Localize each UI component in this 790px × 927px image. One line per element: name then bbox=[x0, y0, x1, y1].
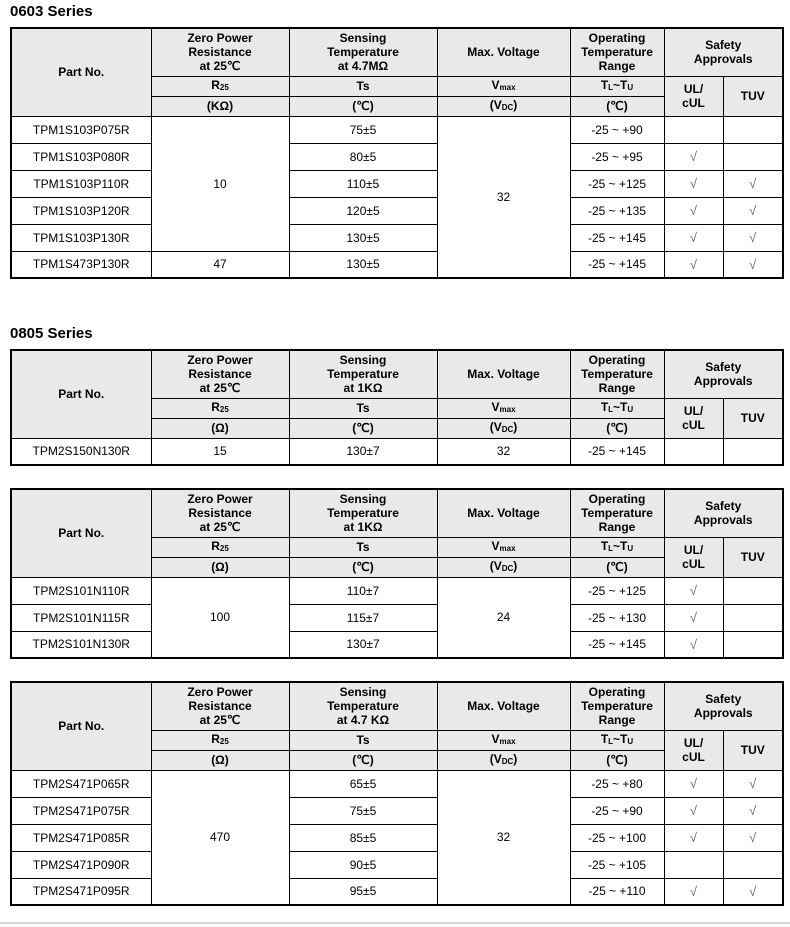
sensing-unit: (℃) bbox=[289, 557, 437, 577]
temp-range-cell: -25 ~ +145 bbox=[570, 251, 664, 278]
spec-table-0805-471p-slot bbox=[10, 681, 781, 906]
part-no-header: Part No. bbox=[11, 489, 151, 577]
ts-symbol: Ts bbox=[289, 537, 437, 557]
r25-symbol: R25 bbox=[151, 76, 289, 96]
temp-range-header: Operating Temperature Range bbox=[570, 489, 664, 537]
zero-power-header: Zero Power Resistance at 25℃ bbox=[151, 350, 289, 398]
sensing-temp-cell: 110±5 bbox=[289, 170, 437, 197]
tuv-header: TUV bbox=[723, 76, 783, 116]
ts-symbol: Ts bbox=[289, 76, 437, 96]
ul-cul-header: UL/ cUL bbox=[664, 537, 723, 577]
sensing-temp-cell: 130±5 bbox=[289, 251, 437, 278]
vmax-symbol: Vmax bbox=[437, 537, 570, 557]
part-no-header: Part No. bbox=[11, 682, 151, 770]
spec-table-0805-150n-slot bbox=[10, 349, 781, 466]
spec-row bbox=[11, 577, 783, 604]
max-voltage-header: Max. Voltage bbox=[437, 28, 570, 76]
max-voltage-header: Max. Voltage bbox=[437, 350, 570, 398]
max-voltage-cell: 24 bbox=[437, 577, 570, 658]
resistance-cell: 470 bbox=[151, 770, 289, 905]
part-no-cell: TPM2S101N115R bbox=[11, 604, 151, 631]
resistance-cell: 15 bbox=[151, 438, 289, 465]
tuv-cell bbox=[723, 438, 783, 465]
part-no-cell: TPM2S101N130R bbox=[11, 631, 151, 658]
sensing-unit: (℃) bbox=[289, 418, 437, 438]
sensing-temp-cell: 90±5 bbox=[289, 851, 437, 878]
part-no-cell: TPM2S101N110R bbox=[11, 577, 151, 604]
voltage-unit: (VDC) bbox=[437, 96, 570, 116]
spec-row bbox=[11, 438, 783, 465]
temp-unit: (℃) bbox=[570, 418, 664, 438]
temp-range-header: Operating Temperature Range bbox=[570, 28, 664, 76]
resistance-cell: 47 bbox=[151, 251, 289, 278]
spec-row bbox=[11, 851, 783, 878]
part-no-cell: TPM2S471P095R bbox=[11, 878, 151, 905]
spec-row bbox=[11, 251, 783, 278]
tuv-cell: √ bbox=[723, 797, 783, 824]
spec-table-0603 bbox=[10, 27, 784, 279]
tuv-cell bbox=[723, 851, 783, 878]
sensing-temp-cell: 130±7 bbox=[289, 438, 437, 465]
tuv-cell bbox=[723, 143, 783, 170]
spec-row bbox=[11, 143, 783, 170]
resistance-unit: (Ω) bbox=[151, 418, 289, 438]
part-no-cell: TPM2S471P065R bbox=[11, 770, 151, 797]
vmax-symbol: Vmax bbox=[437, 398, 570, 418]
temp-range-cell: -25 ~ +110 bbox=[570, 878, 664, 905]
part-no-cell: TPM1S103P120R bbox=[11, 197, 151, 224]
ul-cul-cell bbox=[664, 438, 723, 465]
tuv-cell: √ bbox=[723, 878, 783, 905]
sensing-temp-cell: 80±5 bbox=[289, 143, 437, 170]
tuv-header: TUV bbox=[723, 398, 783, 438]
tuv-cell: √ bbox=[723, 770, 783, 797]
zero-power-header: Zero Power Resistance at 25℃ bbox=[151, 28, 289, 76]
sensing-temp-cell: 130±5 bbox=[289, 224, 437, 251]
sensing-temp-cell: 65±5 bbox=[289, 770, 437, 797]
ul-cul-cell: √ bbox=[664, 197, 723, 224]
temp-range-cell: -25 ~ +90 bbox=[570, 116, 664, 143]
temp-range-cell: -25 ~ +145 bbox=[570, 224, 664, 251]
safety-approvals-header: Safety Approvals bbox=[664, 682, 783, 730]
tuv-cell bbox=[723, 631, 783, 658]
page-bottom-rule bbox=[0, 922, 790, 924]
temp-range-cell: -25 ~ +135 bbox=[570, 197, 664, 224]
safety-approvals-header: Safety Approvals bbox=[664, 350, 783, 398]
sensing-temp-cell: 130±7 bbox=[289, 631, 437, 658]
sensing-temp-cell: 85±5 bbox=[289, 824, 437, 851]
sensing-temp-header: Sensing Temperature at 4.7 KΩ bbox=[289, 682, 437, 730]
tuv-cell: √ bbox=[723, 197, 783, 224]
tl-tu-symbol: TL~TU bbox=[570, 76, 664, 96]
temp-range-cell: -25 ~ +95 bbox=[570, 143, 664, 170]
spec-row bbox=[11, 170, 783, 197]
tuv-cell bbox=[723, 604, 783, 631]
r25-symbol: R25 bbox=[151, 730, 289, 750]
spec-table-0805-101n bbox=[10, 488, 784, 659]
part-no-cell: TPM1S103P130R bbox=[11, 224, 151, 251]
ul-cul-cell: √ bbox=[664, 143, 723, 170]
max-voltage-header: Max. Voltage bbox=[437, 682, 570, 730]
ul-cul-cell bbox=[664, 116, 723, 143]
voltage-unit: (VDC) bbox=[437, 557, 570, 577]
ul-cul-cell: √ bbox=[664, 577, 723, 604]
part-no-cell: TPM2S471P075R bbox=[11, 797, 151, 824]
ul-cul-cell: √ bbox=[664, 170, 723, 197]
zero-power-header: Zero Power Resistance at 25℃ bbox=[151, 682, 289, 730]
spec-row bbox=[11, 116, 783, 143]
zero-power-header: Zero Power Resistance at 25℃ bbox=[151, 489, 289, 537]
spec-row bbox=[11, 770, 783, 797]
part-no-cell: TPM1S103P110R bbox=[11, 170, 151, 197]
temp-unit: (℃) bbox=[570, 96, 664, 116]
sensing-temp-header: Sensing Temperature at 4.7MΩ bbox=[289, 28, 437, 76]
spec-row bbox=[11, 631, 783, 658]
ul-cul-header: UL/ cUL bbox=[664, 398, 723, 438]
resistance-cell: 100 bbox=[151, 577, 289, 658]
spec-table-0805-150n bbox=[10, 349, 784, 466]
r25-symbol: R25 bbox=[151, 398, 289, 418]
ul-cul-cell: √ bbox=[664, 797, 723, 824]
spec-table-0805-471p bbox=[10, 681, 784, 906]
voltage-unit: (VDC) bbox=[437, 418, 570, 438]
spec-row bbox=[11, 824, 783, 851]
series-heading-0805: 0805 Series bbox=[10, 325, 93, 342]
part-no-header: Part No. bbox=[11, 350, 151, 438]
part-no-cell: TPM2S471P085R bbox=[11, 824, 151, 851]
vmax-symbol: Vmax bbox=[437, 730, 570, 750]
resistance-unit: (KΩ) bbox=[151, 96, 289, 116]
part-no-cell: TPM1S103P075R bbox=[11, 116, 151, 143]
max-voltage-cell: 32 bbox=[437, 438, 570, 465]
series-section-0603 bbox=[10, 3, 781, 279]
series-heading-0603: 0603 Series bbox=[10, 3, 93, 20]
ul-cul-cell: √ bbox=[664, 631, 723, 658]
temp-range-cell: -25 ~ +100 bbox=[570, 824, 664, 851]
sensing-temp-cell: 75±5 bbox=[289, 797, 437, 824]
temp-unit: (℃) bbox=[570, 557, 664, 577]
ul-cul-header: UL/ cUL bbox=[664, 76, 723, 116]
spec-row bbox=[11, 797, 783, 824]
tuv-cell: √ bbox=[723, 170, 783, 197]
part-no-cell: TPM1S103P080R bbox=[11, 143, 151, 170]
ul-cul-cell: √ bbox=[664, 224, 723, 251]
tl-tu-symbol: TL~TU bbox=[570, 398, 664, 418]
r25-symbol: R25 bbox=[151, 537, 289, 557]
tuv-cell: √ bbox=[723, 251, 783, 278]
part-no-cell: TPM2S471P090R bbox=[11, 851, 151, 878]
sensing-unit: (℃) bbox=[289, 750, 437, 770]
part-no-header: Part No. bbox=[11, 28, 151, 116]
max-voltage-header: Max. Voltage bbox=[437, 489, 570, 537]
resistance-unit: (Ω) bbox=[151, 557, 289, 577]
ul-cul-cell: √ bbox=[664, 878, 723, 905]
tuv-cell bbox=[723, 577, 783, 604]
ts-symbol: Ts bbox=[289, 398, 437, 418]
part-no-cell: TPM2S150N130R bbox=[11, 438, 151, 465]
part-no-cell: TPM1S473P130R bbox=[11, 251, 151, 278]
spec-row bbox=[11, 878, 783, 905]
ul-cul-header: UL/ cUL bbox=[664, 730, 723, 770]
tl-tu-symbol: TL~TU bbox=[570, 730, 664, 750]
spec-row bbox=[11, 604, 783, 631]
sensing-temp-header: Sensing Temperature at 1KΩ bbox=[289, 489, 437, 537]
ul-cul-cell: √ bbox=[664, 770, 723, 797]
tuv-cell: √ bbox=[723, 224, 783, 251]
temp-range-cell: -25 ~ +80 bbox=[570, 770, 664, 797]
spec-row bbox=[11, 224, 783, 251]
temp-range-cell: -25 ~ +125 bbox=[570, 170, 664, 197]
temp-range-header: Operating Temperature Range bbox=[570, 682, 664, 730]
spec-table-0603-slot bbox=[10, 27, 781, 279]
temp-range-cell: -25 ~ +90 bbox=[570, 797, 664, 824]
resistance-cell: 10 bbox=[151, 116, 289, 251]
spec-row bbox=[11, 197, 783, 224]
tuv-cell: √ bbox=[723, 824, 783, 851]
ul-cul-cell: √ bbox=[664, 251, 723, 278]
vmax-symbol: Vmax bbox=[437, 76, 570, 96]
ul-cul-cell bbox=[664, 851, 723, 878]
tuv-header: TUV bbox=[723, 537, 783, 577]
temp-range-header: Operating Temperature Range bbox=[570, 350, 664, 398]
voltage-unit: (VDC) bbox=[437, 750, 570, 770]
sensing-unit: (℃) bbox=[289, 96, 437, 116]
temp-range-cell: -25 ~ +145 bbox=[570, 631, 664, 658]
ul-cul-cell: √ bbox=[664, 824, 723, 851]
temp-range-cell: -25 ~ +145 bbox=[570, 438, 664, 465]
ts-symbol: Ts bbox=[289, 730, 437, 750]
temp-range-cell: -25 ~ +105 bbox=[570, 851, 664, 878]
sensing-temp-cell: 110±7 bbox=[289, 577, 437, 604]
tl-tu-symbol: TL~TU bbox=[570, 537, 664, 557]
safety-approvals-header: Safety Approvals bbox=[664, 489, 783, 537]
sensing-temp-cell: 95±5 bbox=[289, 878, 437, 905]
max-voltage-cell: 32 bbox=[437, 116, 570, 278]
temp-range-cell: -25 ~ +130 bbox=[570, 604, 664, 631]
sensing-temp-header: Sensing Temperature at 1KΩ bbox=[289, 350, 437, 398]
series-section-0805 bbox=[10, 325, 781, 906]
temp-unit: (℃) bbox=[570, 750, 664, 770]
sensing-temp-cell: 120±5 bbox=[289, 197, 437, 224]
max-voltage-cell: 32 bbox=[437, 770, 570, 905]
sensing-temp-cell: 115±7 bbox=[289, 604, 437, 631]
sensing-temp-cell: 75±5 bbox=[289, 116, 437, 143]
resistance-unit: (Ω) bbox=[151, 750, 289, 770]
spec-table-0805-101n-slot bbox=[10, 488, 781, 659]
temp-range-cell: -25 ~ +125 bbox=[570, 577, 664, 604]
tuv-cell bbox=[723, 116, 783, 143]
ul-cul-cell: √ bbox=[664, 604, 723, 631]
safety-approvals-header: Safety Approvals bbox=[664, 28, 783, 76]
tuv-header: TUV bbox=[723, 730, 783, 770]
